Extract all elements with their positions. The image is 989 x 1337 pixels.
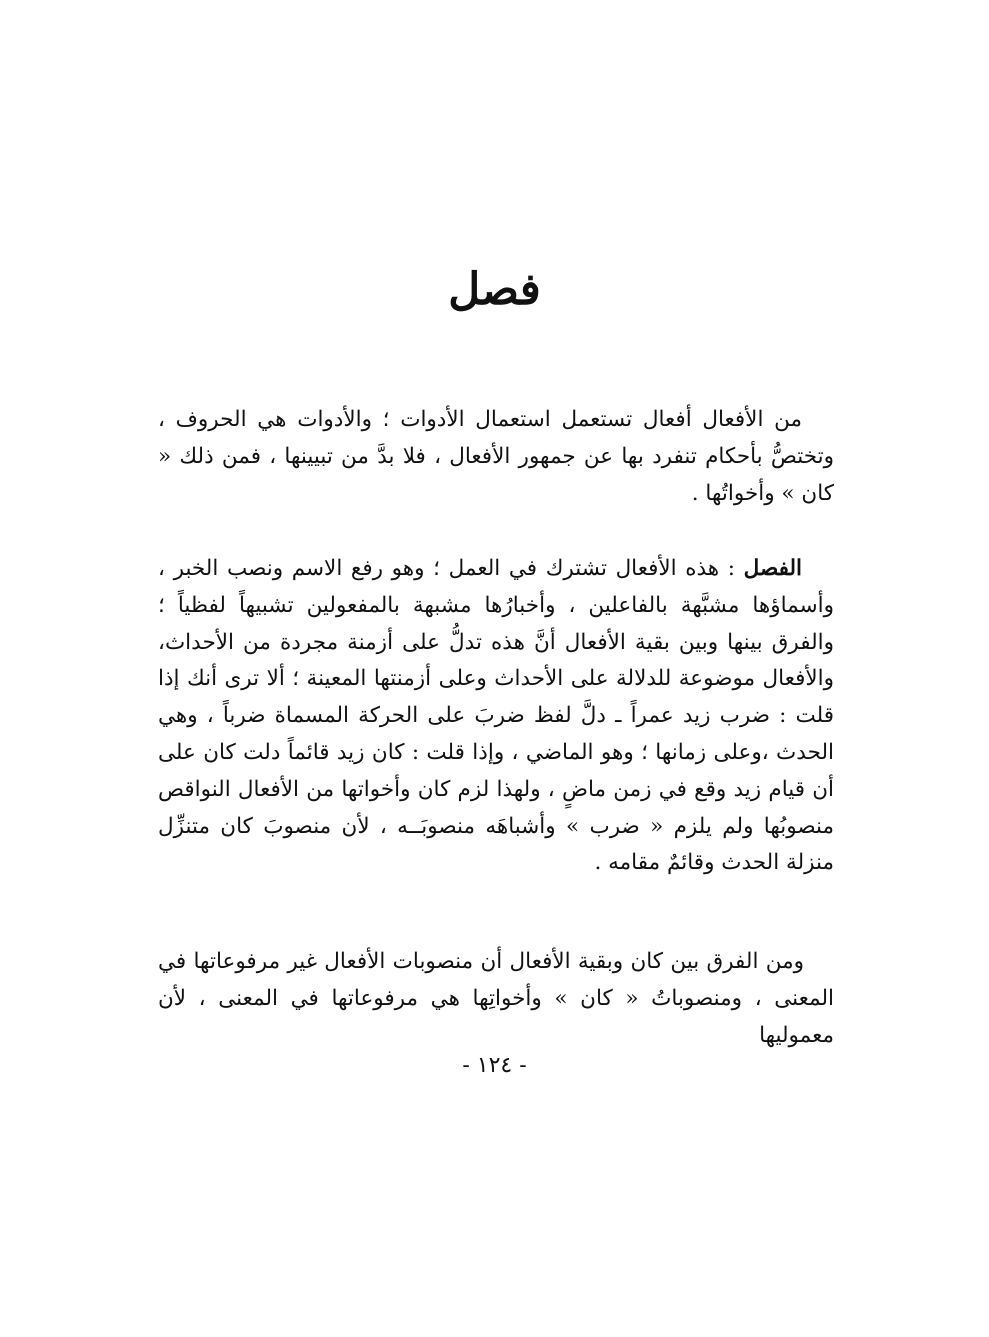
- paragraph-difference: [158, 944, 834, 1054]
- page-number: - ١٢٤ -: [462, 1053, 527, 1078]
- chapter-heading: فصل: [448, 264, 541, 315]
- paragraph-difference-text: ومن الفرق بين كان وبقية الأفعال أن منصوبات الأفعال غير مرفوعاتها في المعنى ، ومنصوباتُ « كان » وأخواتِها هي مرفوعاتها في المعنى ، لأن معموليها: [158, 949, 834, 1048]
- paragraph-fasl-text: : هذه الأفعال تشترك في العمل ؛ وهو رفع الاسم ونصب الخبر ، وأسماؤها مشبَّهة بالفاعلين ، وأخبارُها مشبهة بالمفعولين تشبيهاً لفظياً ؛ والفرق بينها وبين بقية الأفعال أنَّ هذه تدلُّ على أزمنة مجردة من الأحداث، والأفعال موضوعة للدلالة على الأحداث وعلى أزمنتها المعينة ؛ ألا ترى أنك إذا قلت : ضرب زيد عمراً ـ دلَّ لفظ ضربَ على الحركة المسماة ضرباً ، وهي الحدث ،وعلى زمانها ؛ وهو الماضي ، وإذا قلت : كان زيد قائماً دلت كان على أن قيام زيد وقع في زمن ماضٍ ، ولهذا لزم كان وأخواتها من الأفعال النواقص منصوبُها ولم يلزم « ضرب » وأشباهَه منصوبَــه ، لأن منصوبَ كان متنزِّل منزلة الحدث وقائمٌ مقامه .: [158, 556, 834, 876]
- paragraph-intro: [158, 402, 834, 512]
- paragraph-fasl: [158, 551, 834, 882]
- paragraph-lead-word: الفصل: [743, 556, 802, 581]
- paragraph-intro-text: من الأفعال أفعال تستعمل استعمال الأدوات ؛ والأدوات هي الحروف ، وتختصُّ بأحكام تنفرد بها عن جمهور الأفعال ، فلا بدَّ من تبيينها ، فمن ذلك « كان » وأخواتُها .: [158, 407, 834, 506]
